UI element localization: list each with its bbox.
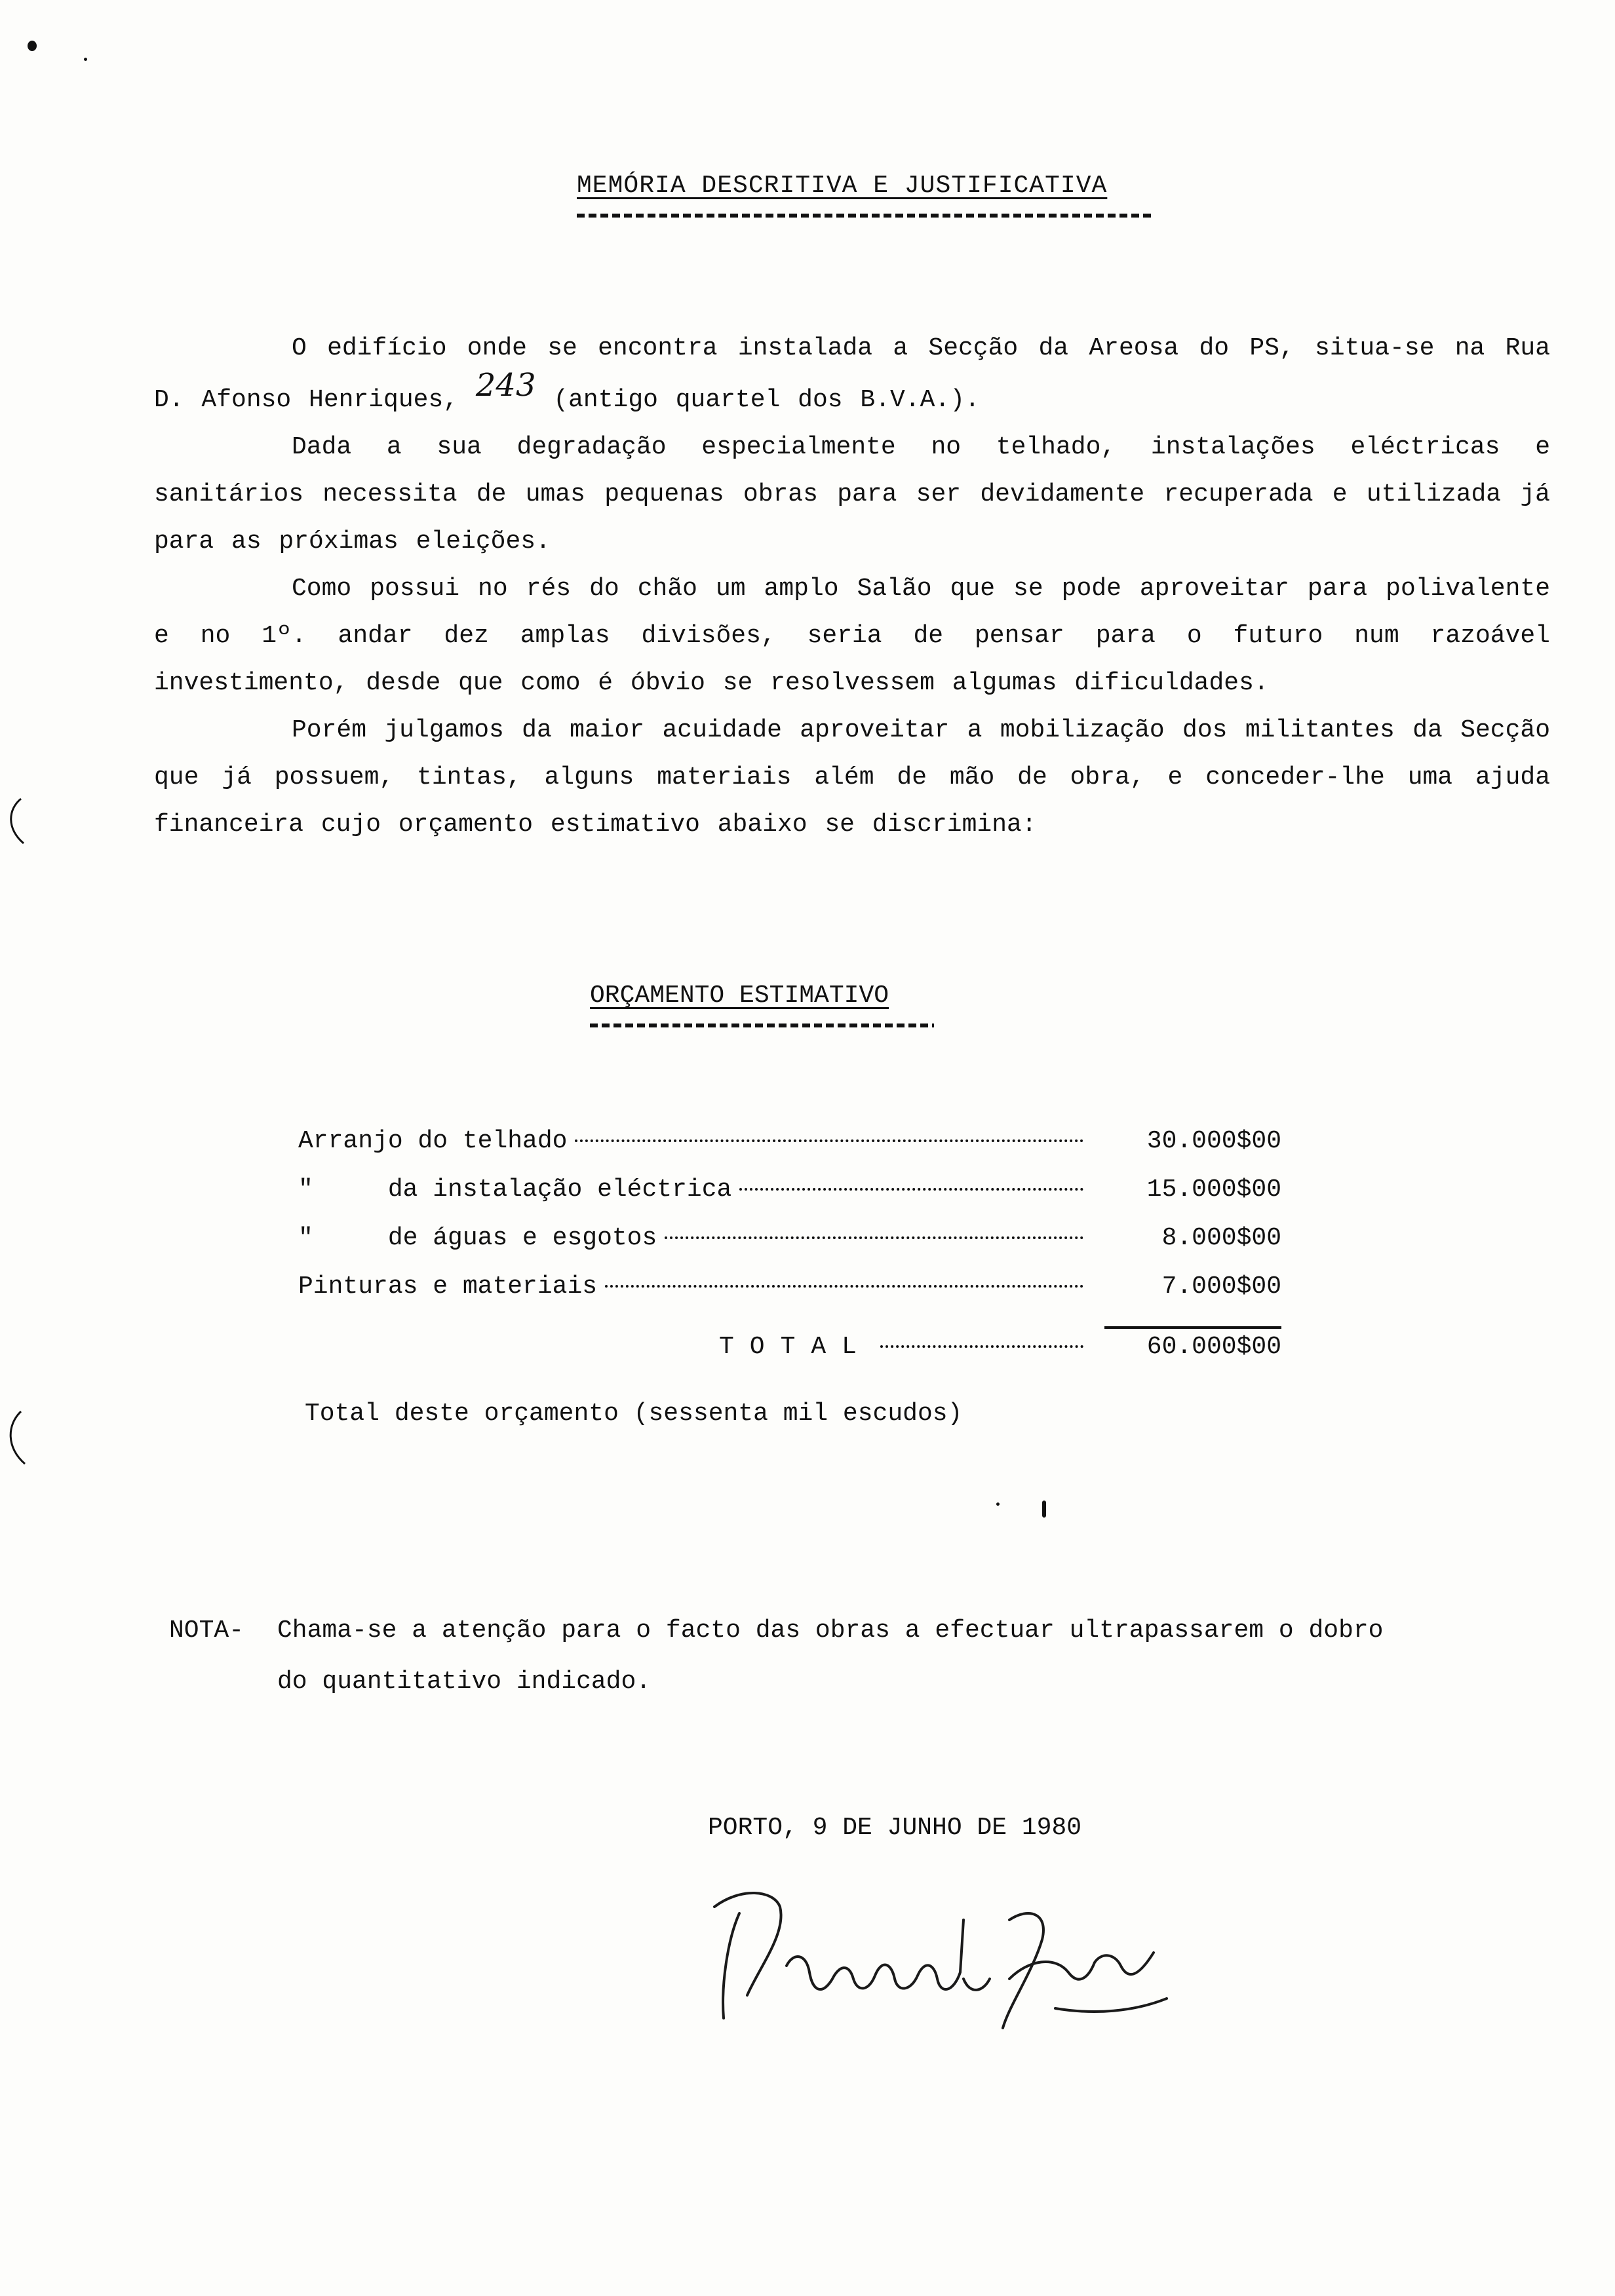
total-rule xyxy=(1104,1326,1281,1329)
note-block xyxy=(169,1605,1539,1708)
budget-total-row xyxy=(298,1333,1281,1381)
total-in-words: Total deste orçamento (sessenta mil escudos) xyxy=(305,1400,963,1428)
total-label: TOTAL xyxy=(718,1333,872,1361)
ink-speck xyxy=(996,1502,1000,1506)
total-value: 60.000$00 xyxy=(1146,1333,1281,1361)
dot-leader xyxy=(605,1285,1083,1288)
budget-row xyxy=(298,1127,1281,1176)
dot-leader xyxy=(665,1236,1083,1239)
margin-mark xyxy=(1,1409,28,1468)
budget-item-value: 7.000$00 xyxy=(1161,1272,1281,1301)
paragraph-4: Porém julgamos da maior acuidade aproveitar a mobilização dos militantes da Secção que já possuem, tintas, alguns materiais além de mão de obra, e conceder-lhe uma ajuda financeira cujo orçamento estimativo abaixo se discrimina: xyxy=(154,716,1550,839)
budget-item-value: 8.000$00 xyxy=(1161,1224,1281,1252)
handwritten-signature xyxy=(701,1881,1173,2038)
paragraph-1 xyxy=(154,325,1550,424)
budget-item-value: 30.000$00 xyxy=(1146,1127,1281,1155)
body-text xyxy=(154,325,1550,849)
paragraph-1-before: O edifício onde se encontra instalada a Secção da Areosa do PS, situa-se na Rua D. Afonso Henriques, xyxy=(154,334,1550,414)
title-underline xyxy=(577,214,1154,218)
budget-row xyxy=(298,1272,1281,1321)
ink-speck xyxy=(84,58,87,61)
note-label: NOTA- xyxy=(169,1617,244,1645)
budget-item-label: Arranjo do telhado xyxy=(298,1127,568,1155)
paragraph-3: Como possui no rés do chão um amplo Salão que se pode aproveitar para polivalente e no 1º. andar dez amplas divisões, seria de pensar para o futuro num razoável investimento, desde que como é óbvio se resolvessem algumas dificuldades. xyxy=(154,575,1550,697)
budget-row xyxy=(298,1224,1281,1272)
budget-item-value: 15.000$00 xyxy=(1146,1176,1281,1204)
dot-leader xyxy=(739,1188,1083,1191)
margin-mark xyxy=(1,796,28,849)
note-line-1 xyxy=(169,1605,1539,1656)
budget-row xyxy=(298,1176,1281,1224)
budget-item-label: Pinturas e materiais xyxy=(298,1272,598,1301)
paragraph-1-after: (antigo quartel dos B.V.A.). xyxy=(535,386,980,414)
document-title: MEMÓRIA DESCRITIVA E JUSTIFICATIVA xyxy=(577,172,1108,200)
dot-leader xyxy=(575,1139,1083,1142)
budget-title: ORÇAMENTO ESTIMATIVO xyxy=(590,982,889,1010)
note-text-1: Chama-se a atenção para o facto das obras a efectuar ultrapassarem o dobro xyxy=(277,1617,1384,1645)
ink-speck xyxy=(1042,1501,1046,1518)
budget-item-label: " da instalação eléctrica xyxy=(298,1176,732,1204)
paragraph-2: Dada a sua degradação especialmente no telhado, instalações eléctricas e sanitários necessita de umas pequenas obras para ser devidamente recuperada e utilizada já para as próximas eleições. xyxy=(154,433,1550,556)
note-text-2: do quantitativo indicado. xyxy=(277,1668,652,1696)
ink-speck xyxy=(28,41,37,51)
budget-title-underline xyxy=(590,1024,934,1027)
budget-table xyxy=(298,1127,1281,1381)
place-and-date: PORTO, 9 DE JUNHO DE 1980 xyxy=(708,1814,1082,1842)
budget-item-label: " de águas e esgotos xyxy=(298,1224,657,1252)
dot-leader xyxy=(880,1345,1083,1348)
handwritten-house-number: 243 xyxy=(475,367,536,404)
